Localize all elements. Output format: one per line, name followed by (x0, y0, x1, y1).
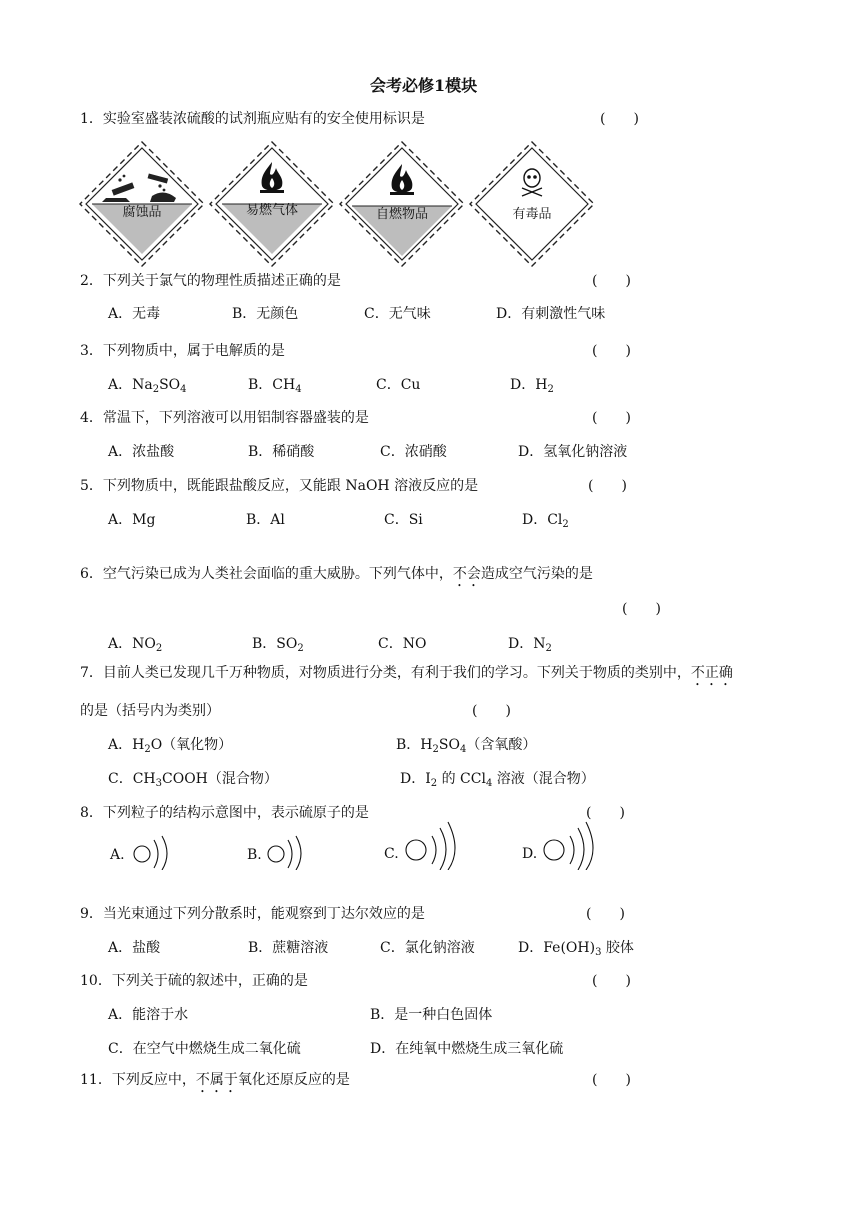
q10-option-c[interactable]: C．在空气中燃烧生成二氧化硫 (108, 1041, 301, 1057)
question-7-cont: 的是（括号内为类别） (80, 703, 220, 719)
answer-blank-5[interactable]: ( ) (588, 478, 627, 494)
page-title: 会考必修1模块 (370, 76, 478, 95)
answer-blank-6[interactable]: ( ) (622, 601, 661, 617)
hazard-sign-spontaneous-combustion (340, 142, 464, 266)
q2-option-a[interactable]: A．无毒 (108, 306, 161, 322)
atom-diagram-d (540, 820, 606, 870)
q8-option-c[interactable]: C. (384, 846, 399, 862)
answer-blank-7[interactable]: ( ) (472, 703, 511, 719)
q7-option-d[interactable]: D．$I_2$ 的 CCl$_4$ 溶液（混合物） (400, 771, 595, 789)
q6-option-d[interactable]: D．$N_2$ (508, 636, 552, 654)
answer-blank-1[interactable]: ( ) (600, 111, 639, 127)
question-8: 8．下列粒子的结构示意图中，表示硫原子的是 (80, 805, 369, 821)
hazard-sign-flammable-gas (210, 142, 334, 266)
answer-blank-9[interactable]: ( ) (586, 906, 625, 922)
sign-label-flammable-gas: 易燃气体 (245, 203, 299, 218)
question-3: 3．下列物质中，属于电解质的是 (80, 343, 285, 359)
question-6: 6．空气污染已成为人类社会面临的重大威胁。下列气体中，不会造成空气污染的是 (80, 566, 593, 582)
hazard-sign-corrosive (80, 142, 204, 266)
q8-option-a[interactable]: A. (110, 847, 125, 863)
answer-blank-8[interactable]: ( ) (586, 805, 625, 821)
q2-option-b[interactable]: B．无颜色 (232, 306, 299, 322)
emphasis-incorrect: 不正确 (690, 665, 733, 681)
answer-blank-2[interactable]: ( ) (592, 273, 631, 289)
question-10: 10．下列关于硫的叙述中，正确的是 (80, 973, 308, 989)
question-5: 5．下列物质中，既能跟盐酸反应，又能跟 NaOH 溶液反应的是 (80, 478, 479, 494)
sign-label-corrosive: 腐蚀品 (122, 205, 162, 220)
q9-option-b[interactable]: B．蔗糖溶液 (248, 940, 329, 956)
q8-option-d[interactable]: D. (522, 846, 538, 862)
answer-blank-10[interactable]: ( ) (592, 973, 631, 989)
question-2: 2．下列关于氯气的物理性质描述正确的是 (80, 273, 341, 289)
q10-option-a[interactable]: A．能溶于水 (108, 1007, 189, 1023)
question-7: 7．目前人类已发现几千万种物质，对物质进行分类，有利于我们的学习。下列关于物质的类别中，不正确 (80, 665, 733, 681)
atom-diagram-a (128, 826, 188, 870)
question-4: 4．常温下，下列溶液可以用铝制容器盛装的是 (80, 410, 369, 426)
q3-option-b[interactable]: B．$CH_4$ (248, 377, 302, 395)
q7-option-c[interactable]: C．$CH_3COOH$（混合物） (108, 771, 278, 789)
q5-option-a[interactable]: A．Mg (108, 512, 156, 528)
question-1: 1．实验室盛装浓硫酸的试剂瓶应贴有的安全使用标识是 (80, 111, 425, 127)
q3-option-c[interactable]: C．Cu (376, 377, 421, 393)
hazard-sign-toxic (470, 142, 594, 266)
q8-option-b[interactable]: B. (247, 847, 262, 863)
q9-option-d[interactable]: D．$Fe(OH)_3$ 胶体 (518, 940, 634, 958)
q5-option-b[interactable]: B．Al (246, 512, 285, 528)
q2-option-c[interactable]: C．无气味 (364, 306, 431, 322)
atom-diagram-c (402, 820, 468, 870)
q7-option-b[interactable]: B．$H_2SO_4$（含氧酸） (396, 737, 537, 755)
q9-option-c[interactable]: C．氯化钠溶液 (380, 940, 475, 956)
q3-option-d[interactable]: D．$H_2$ (510, 377, 554, 395)
q2-option-d[interactable]: D．有刺激性气味 (496, 306, 606, 322)
q9-option-a[interactable]: A．盐酸 (108, 940, 161, 956)
q5-option-d[interactable]: D．$Cl_2$ (522, 512, 569, 530)
emphasis-not-belong: 不属于 (195, 1072, 238, 1088)
atom-diagram-b (262, 826, 322, 870)
sign-label-spontaneous-combustion: 自燃物品 (375, 207, 429, 222)
question-9: 9．当光束通过下列分散系时，能观察到丁达尔效应的是 (80, 906, 425, 922)
q10-option-d[interactable]: D．在纯氧中燃烧生成三氧化硫 (370, 1041, 564, 1057)
answer-blank-3[interactable]: ( ) (592, 343, 631, 359)
emphasis-not: 不会 (452, 566, 481, 582)
q10-option-b[interactable]: B．是一种白色固体 (370, 1007, 493, 1023)
q6-option-c[interactable]: C．NO (378, 636, 427, 652)
sign-label-toxic: 有毒品 (512, 207, 552, 222)
answer-blank-11[interactable]: ( ) (592, 1072, 631, 1088)
q4-option-b[interactable]: B．稀硝酸 (248, 444, 315, 460)
q6-option-a[interactable]: A．$NO_2$ (108, 636, 163, 654)
q4-option-a[interactable]: A．浓盐酸 (108, 444, 175, 460)
q4-option-c[interactable]: C．浓硝酸 (380, 444, 447, 460)
hazard-signs (78, 140, 618, 270)
q4-option-d[interactable]: D．氢氧化钠溶液 (518, 444, 628, 460)
question-11: 11．下列反应中，不属于氧化还原反应的是 (80, 1072, 350, 1088)
q5-option-c[interactable]: C．Si (384, 512, 423, 528)
answer-blank-4[interactable]: ( ) (592, 410, 631, 426)
q3-option-a[interactable]: A．$Na_2SO_4$ (108, 377, 187, 395)
q6-option-b[interactable]: B．$SO_2$ (252, 636, 304, 654)
q7-option-a[interactable]: A．$H_2O$（氧化物） (108, 737, 233, 755)
